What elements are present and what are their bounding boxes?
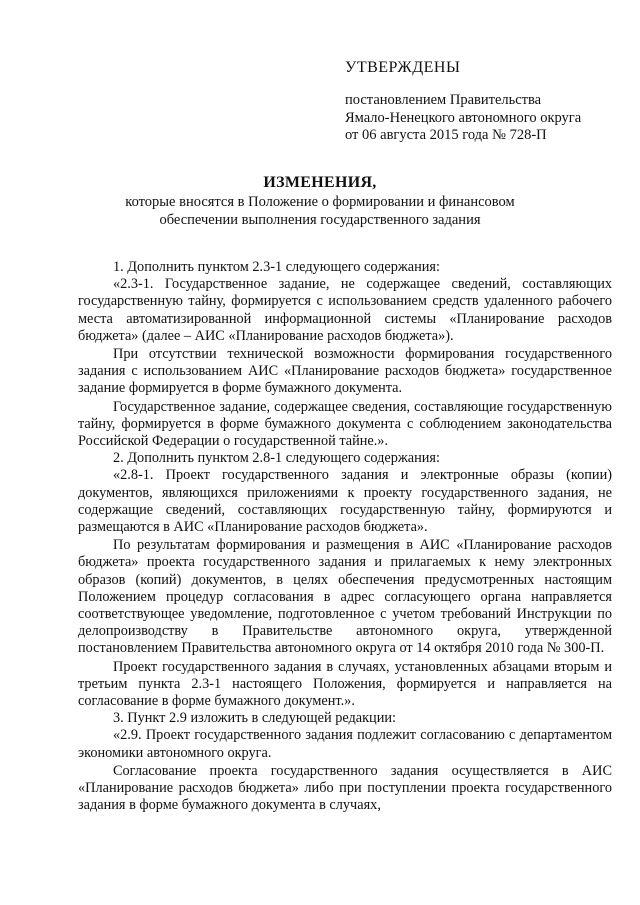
paragraph: «2.3-1. Государственное задание, не содержащее сведений, составляющих государственную тайну, формируется с использованием средств удаленного рабочего места автоматизированной информационной системы «Планирование расходов бюджета» (далее – АИС «Планирование расходов бюджета»). [78,276,612,344]
paragraph: Проект государственного задания в случаях, установленных абзацами вторым и третьим пункта 2.3-1 настоящего Положения, формируется и направляется на согласование в форме бумажного документ.». [78,658,612,710]
document-title: ИЗМЕНЕНИЯ, [263,174,377,191]
paragraph: «2.9. Проект государственного задания подлежит согласованию с департаментом экономики автономного округа. [78,727,612,761]
document-title-block [0,173,640,229]
paragraph: При отсутствии технической возможности формирования государственного задания с использованием АИС «Планирование расходов бюджета» государственное задание формируется в форме бумажного документа. [78,346,612,397]
document-body [78,259,612,815]
approval-line-3: от 06 августа 2015 года № 728-П [345,127,547,143]
paragraph: Согласование проекта государственного задания осуществляется в АИС «Планирование расходов бюджета» либо при поступлении проекта государственного задания в форме бумажного документа в случаях, [78,762,612,814]
approval-stamp [345,58,625,145]
document-subtitle-line-1: которые вносятся в Положение о формировании и финансовом [125,194,515,210]
paragraph-item-1: 1. Дополнить пунктом 2.3-1 следующего содержания: [113,259,440,275]
paragraph-item-2: 2. Дополнить пунктом 2.8-1 следующего содержания: [113,450,440,467]
approval-line-2: Ямало-Ненецкого автономного округа [345,109,582,126]
approval-heading: УТВЕРЖДЕНЫ [345,59,461,76]
paragraph: По результатам формирования и размещения в АИС «Планирование расходов бюджета» проекта государственного задания и прилагаемых к нему электронных образов (копий) документов, в целях обеспечения предусмотренных настоящим Положением процедур согласования в адрес согласующего органа направляется соответствующее уведомление, подготовленное с учетом требований Инструкции по делопроизводству в Правительстве автономного округа, утвержденной постановлением Правительства автономного округа от 14 октября 2010 года № 300-П. [78,537,612,657]
approval-line-1: постановлением Правительства [345,92,542,108]
paragraph: «2.8-1. Проект государственного задания и электронные образы (копии) документов, являющихся приложениями к проекту государственного задания, не содержащие сведений, составляющих государственную тайну, формируются и размещаются в АИС «Планирование расходов бюджета». [78,467,612,536]
paragraph: Государственное задание, содержащее сведения, составляющие государственную тайну, формируется в форме бумажного документа с соблюдением законодательства Российской Федерации о государственной тайне.». [78,398,612,450]
paragraph-item-3: 3. Пункт 2.9 изложить в следующей редакции: [113,710,396,727]
document-subtitle-line-2: обеспечении выполнения государственного задания [159,212,481,228]
